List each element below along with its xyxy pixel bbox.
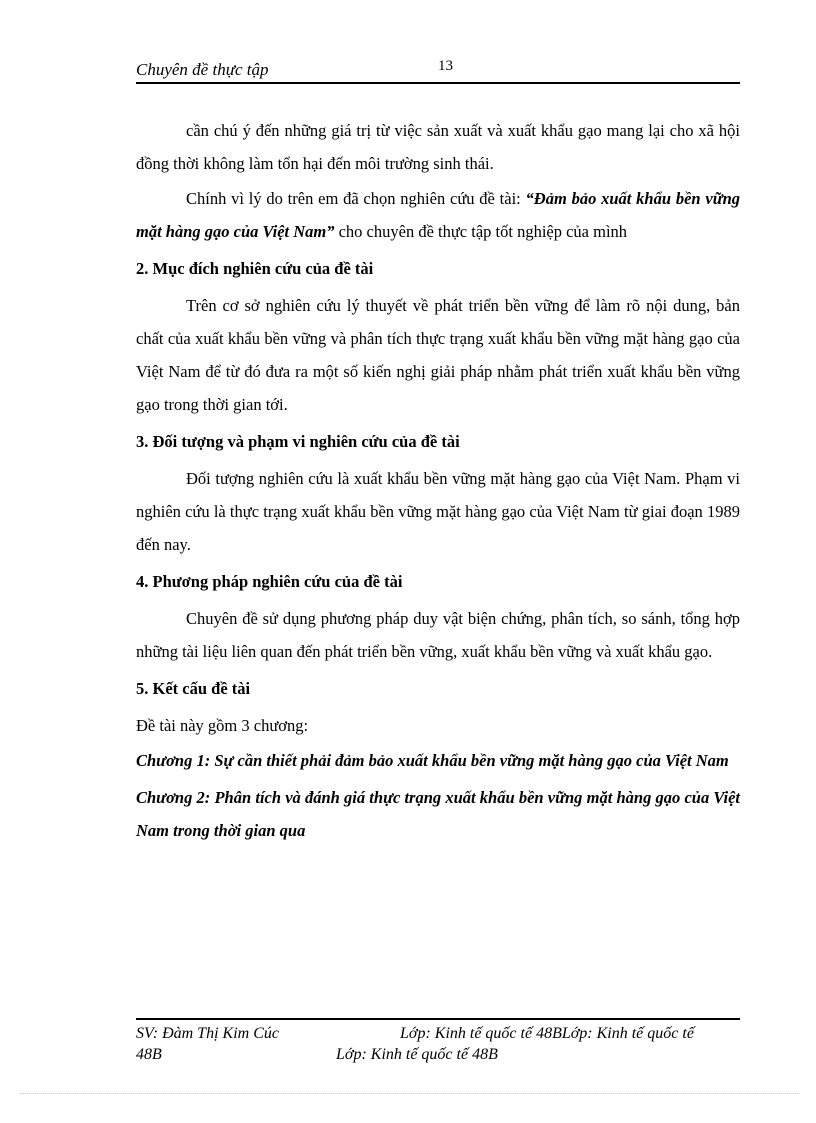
section-heading-structure: 5. Kết cấu đề tài [136,679,251,698]
section-heading-method: 4. Phương pháp nghiên cứu của đề tài [136,572,403,591]
page-bottom-dotted-line [20,1093,800,1094]
section-heading-scope: 3. Đối tượng và phạm vi nghiên cứu của đề tài [136,432,460,451]
paragraph-purpose: Trên cơ sở nghiên cứu lý thuyết về phát triển bền vững để làm rõ nội dung, bản chất của xuất khẩu bền vững và phân tích thực trạng xuất khẩu bền vững mặt hàng gạo của Việt Nam để từ đó đưa ra một số kiến nghị giải pháp nhằm phát triển xuất khẩu bền vững gạo trong thời gian tới. [136,296,740,414]
topic-tail-text: cho chuyên đề thực tập tốt nghiệp của mình [334,222,628,241]
header-title: Chuyên đề thực tập [136,60,269,79]
footer-class-c: Lớp: Kinh tế quốc tế 48B [336,1046,498,1063]
paragraph-intro-end: cần chú ý đến những giá trị từ việc sản xuất và xuất khẩu gạo mang lại cho xã hội đồng thời không làm tổn hại đến môi trường sinh thái. [136,121,740,173]
topic-title: “Đảm bảo xuất khẩu bền vững mặt hàng gạo của Việt Nam” [136,189,741,241]
topic-lead-text: Chính vì lý do trên em đã chọn nghiên cứu đề tài: [186,189,526,208]
footer-class-b: 48B [136,1046,162,1063]
document-body [136,114,740,851]
chapter-1-title: Chương 1: Sự cần thiết phải đảm bảo xuất khẩu bền vững mặt hàng gạo của Việt Nam [136,751,729,770]
chapter-2-title: Chương 2: Phân tích và đánh giá thực trạng xuất khẩu bền vững mặt hàng gạo của Việt Nam trong thời gian qua [136,788,740,840]
paragraph-scope: Đối tượng nghiên cứu là xuất khẩu bền vững mặt hàng gạo của Việt Nam. Phạm vi nghiên cứu là thực trạng xuất khẩu bền vững mặt hàng gạo của Việt Nam từ giai đoạn 1989 đến nay. [136,469,740,554]
page-footer [136,1018,740,1063]
section-heading-purpose: 2. Mục đích nghiên cứu của đề tài [136,259,374,278]
paragraph-structure-intro: Đề tài này gồm 3 chương: [136,716,309,735]
paragraph-topic-choice [136,182,740,248]
footer-student: SV: Đàm Thị Kim Cúc [136,1025,279,1042]
paragraph-method: Chuyên đề sử dụng phương pháp duy vật biện chứng, phân tích, so sánh, tổng hợp những tài liệu liên quan đến phát triển bền vững, xuất khẩu bền vững và xuất khẩu gạo. [136,609,740,661]
footer-class-a: Lớp: Kinh tế quốc tế 48BLớp: Kinh tế quốc tế [400,1025,694,1042]
page-number: 13 [438,58,453,74]
page-header [136,56,740,84]
